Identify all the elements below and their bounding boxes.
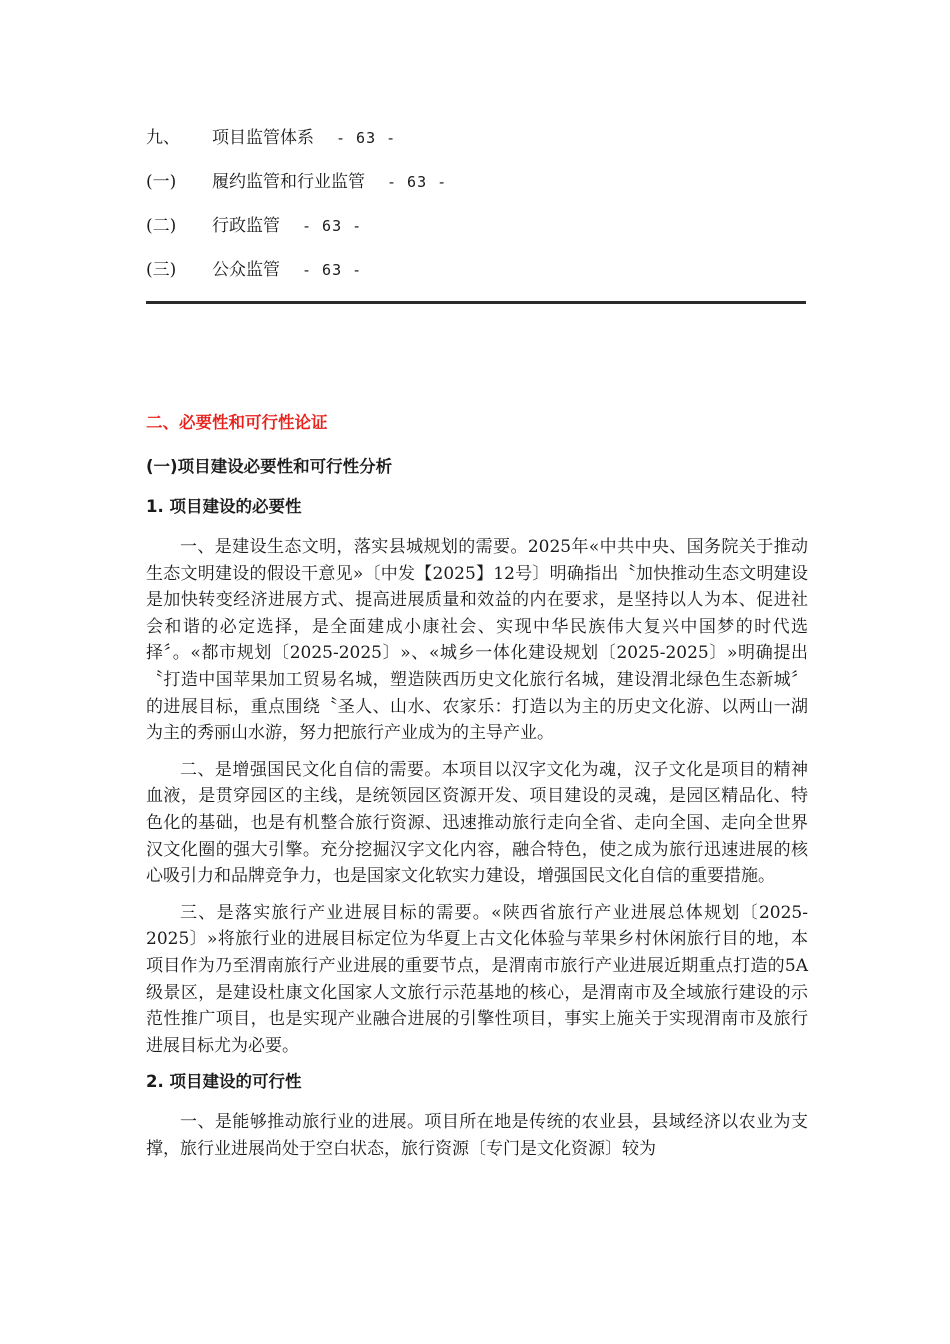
subsection-heading: (一)项目建设必要性和可行性分析 <box>146 457 393 476</box>
feasibility-heading: 2. 项目建设的可行性 <box>146 1072 302 1092</box>
toc-entry-title: 履约监管和行业监管 <box>212 172 365 192</box>
body-paragraph: 一、是建设生态文明，落实县城规划的需要。2025年«中共中央、国务院关于推动生态文明建设的假设干意见»〔中发【2025】12号〕明确指出〝加快推动生态文明建设是加快转变经济进展方式、提高进展质量和效益的内在要求，是坚持以人为本、促进社会和谐的必定选择，是全面建成小康社会、实现中华民族伟大复兴中国梦的时代选择〞。«都市规划〔2025-2025〕»、«城乡一体化建设规划〔2025-2025〕»明确提出〝打造中国苹果加工贸易名城，塑造陕西历史文化旅行名城，建设渭北绿色生态新城〞的进展目标，重点围绕〝圣人、山水、农家乐：打造以为主的历史文化游、以两山一湖为主的秀丽山水游，努力把旅行产业成为的主导产业。 <box>146 537 808 744</box>
toc-entry[interactable] <box>146 258 806 302</box>
toc-entry[interactable] <box>146 126 806 170</box>
toc-entry-number: (一) <box>146 172 177 192</box>
section-heading: 二、必要性和可行性论证 <box>146 413 328 432</box>
body-paragraph: 一、是能够推动旅行业的进展。项目所在地是传统的农业县，县域经济以农业为支撑，旅行业进展尚处于空白状态，旅行资源〔专门是文化资源〕较为 <box>146 1112 808 1159</box>
document-body <box>146 410 808 1172</box>
body-paragraph: 三、是落实旅行产业进展目标的需要。«陕西省旅行产业进展总体规划〔2025-2025〕»将旅行业的进展目标定位为华夏上古文化体验与苹果乡村休闲旅行目的地，本项目作为乃至渭南旅行产业进展的重要节点，是渭南市旅行产业进展近期重点打造的5A级景区，是建设杜康文化国家人文旅行示范基地的核心，是渭南市及全域旅行建设的示范性推广项目，也是实现产业融合进展的引擎性项目，事实上施关于实现渭南市及旅行进展目标尤为必要。 <box>146 902 808 1056</box>
toc-entry-title: 项目监管体系 <box>212 128 314 148</box>
necessity-heading: 1. 项目建设的必要性 <box>146 497 302 516</box>
toc-entry-page: - 63 - <box>387 173 448 191</box>
toc-entry-number: (二) <box>146 216 177 236</box>
body-paragraph: 二、是增强国民文化自信的需要。本项目以汉字文化为魂，汉子文化是项目的精神血液，是贯穿园区的主线，是统领园区资源开发、项目建设的灵魂，是园区精品化、特色化的基础，也是有机整合旅行资源、迅速推动旅行走向全省、走向全国、走向全世界汉文化圈的强大引擎。充分挖掘汉字文化内容，融合特色，使之成为旅行迅速进展的核心吸引力和品牌竞争力，也是国家文化软实力建设，增强国民文化自信的重要措施。 <box>146 759 808 887</box>
toc-entry-page: - 63 - <box>336 129 397 147</box>
table-of-contents <box>146 126 806 302</box>
toc-entry-page: - 63 - <box>302 217 363 235</box>
toc-entry-number: 九、 <box>146 128 180 148</box>
toc-entry-number: (三) <box>146 260 177 280</box>
horizontal-divider <box>146 301 806 304</box>
toc-entry[interactable] <box>146 214 806 258</box>
toc-entry-title: 行政监管 <box>212 216 280 236</box>
toc-entry-title: 公众监管 <box>212 260 280 280</box>
toc-entry[interactable] <box>146 170 806 214</box>
toc-entry-page: - 63 - <box>302 261 363 279</box>
